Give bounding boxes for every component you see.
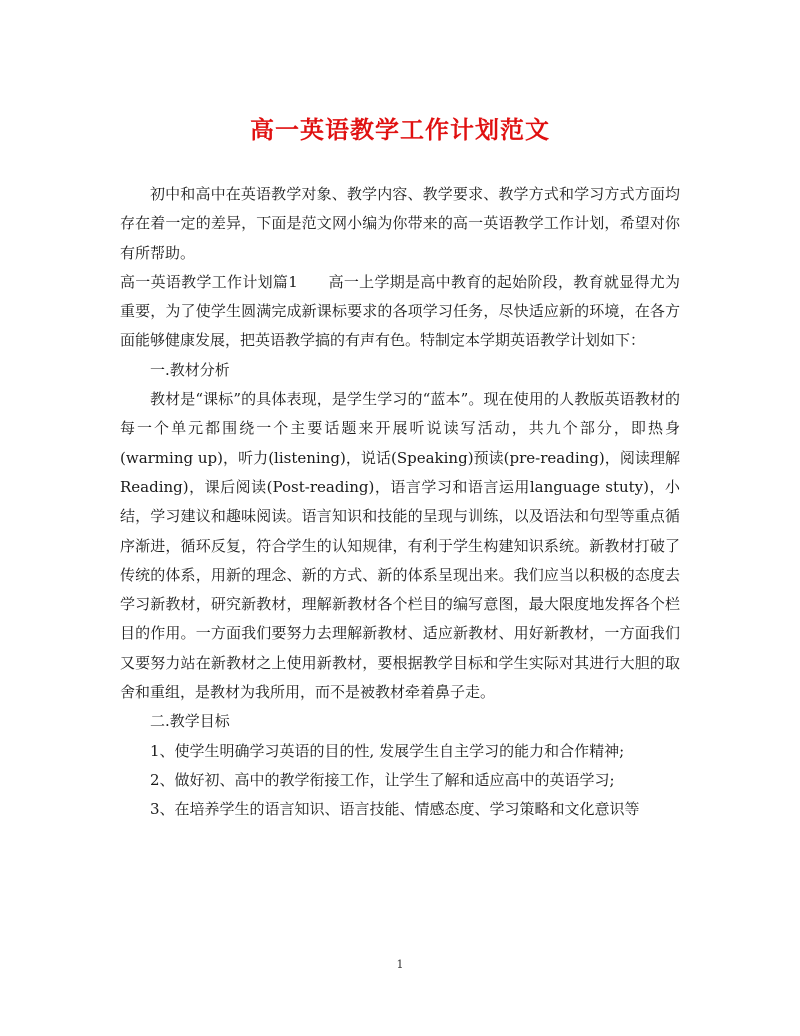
section-heading-teaching-goals: 二.教学目标 — [150, 712, 230, 731]
page-number: 1 — [396, 958, 404, 971]
intro-paragraph: 初中和高中在英语教学对象、教学内容、教学要求、教学方式和学习方式方面均存在着一定的差异，下面是范文网小编为你带来的高一英语教学工作计划，希望对你有所帮助。 — [120, 185, 680, 262]
textbook-analysis-paragraph: 教材是“课标”的具体表现，是学生学习的“蓝本”。现在使用的人教版英语教材的每一个单元都围绕一个主要话题来开展听说读写活动，共九个部分，即热身(warming up)，听力(listening)，说话(Speaking)预读(pre-reading)，阅读理解Reading)，课后阅读(Post-reading)，语言学习和语言运用language stuty)，小结，学习建议和趣味阅读。语言知识和技能的呈现与训练，以及语法和句型等重点循序渐进，循环反复，符合学生的认知规律，有利于学生构建知识系统。新教材打破了传统的体系，用新的理念、新的方式、新的体系呈现出来。我们应当以积极的态度去学习新教材，研究新教材，理解新教材各个栏目的编写意图，最大限度地发挥各个栏目的作用。一方面我们要努力去理解新教材、适应新教材、用好新教材，一方面我们又要努力站在新教材之上使用新教材，要根据教学目标和学生实际对其进行大胆的取舍和重组，是教材为我所用，而不是被教材牵着鼻子走。 — [120, 390, 680, 702]
section-heading-textbook-analysis: 一.教材分析 — [150, 360, 230, 379]
goal-item-3: 3、在培养学生的语言知识、语言技能、情感态度、学习策略和文化意识等 — [150, 800, 640, 819]
plan-intro-paragraph: 高一英语教学工作计划篇1 高一上学期是高中教育的起始阶段，教育就显得尤为重要，为了使学生圆满完成新课标要求的各项学习任务，尽快适应新的环境，在各方面能够健康发展，把英语教学搞的有声有色。特制定本学期英语教学计划如下： — [120, 272, 680, 350]
goal-item-1: 1、使学生明确学习英语的目的性, 发展学生自主学习的能力和合作精神; — [150, 741, 625, 760]
document-body — [120, 180, 680, 825]
document-title: 高一英语教学工作计划范文 — [250, 115, 550, 144]
goal-item-2: 2、做好初、高中的教学衔接工作，让学生了解和适应高中的英语学习; — [150, 770, 615, 789]
